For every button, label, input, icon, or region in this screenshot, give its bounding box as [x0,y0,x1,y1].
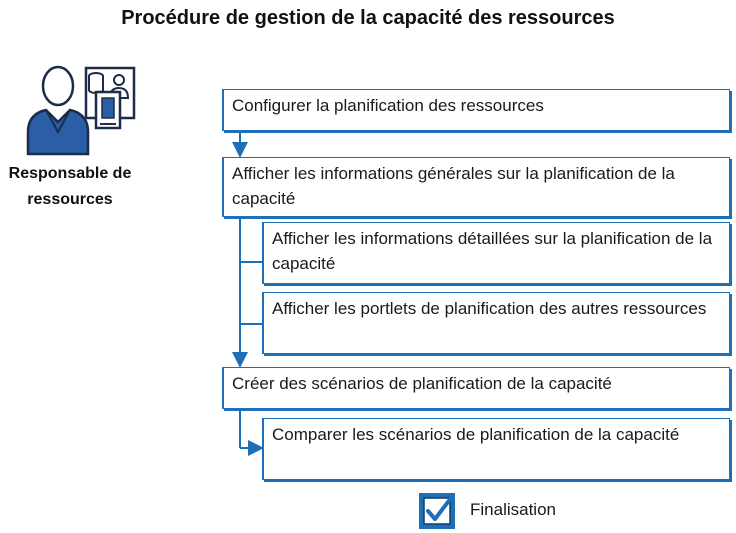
step-text: Comparer les scénarios de planification de la capacité [272,425,680,444]
step-text: Afficher les informations générales sur la planification de la capacité [232,164,675,208]
step-general-info [222,157,730,217]
step-detailed-info [262,222,730,284]
step-text: Afficher les informations détaillées sur la planification de la capacité [272,229,713,273]
checkbox-icon [418,492,456,530]
finalisation-label: Finalisation [470,500,556,519]
diagram-title: Procédure de gestion de la capacité des ressources [121,7,615,29]
step-configure-planning [222,89,730,131]
role-label-line2: ressources [27,191,113,208]
role-label-line1: Responsable de [8,165,132,182]
step-text: Configurer la planification des ressources [232,96,544,115]
step-other-portlets [262,292,730,354]
step-compare-scenarios [262,418,730,480]
step-create-scenarios [222,367,730,409]
step-text: Créer des scénarios de planification de la capacité [232,374,612,393]
step-text: Afficher les portlets de planification des autres ressources [272,299,707,318]
